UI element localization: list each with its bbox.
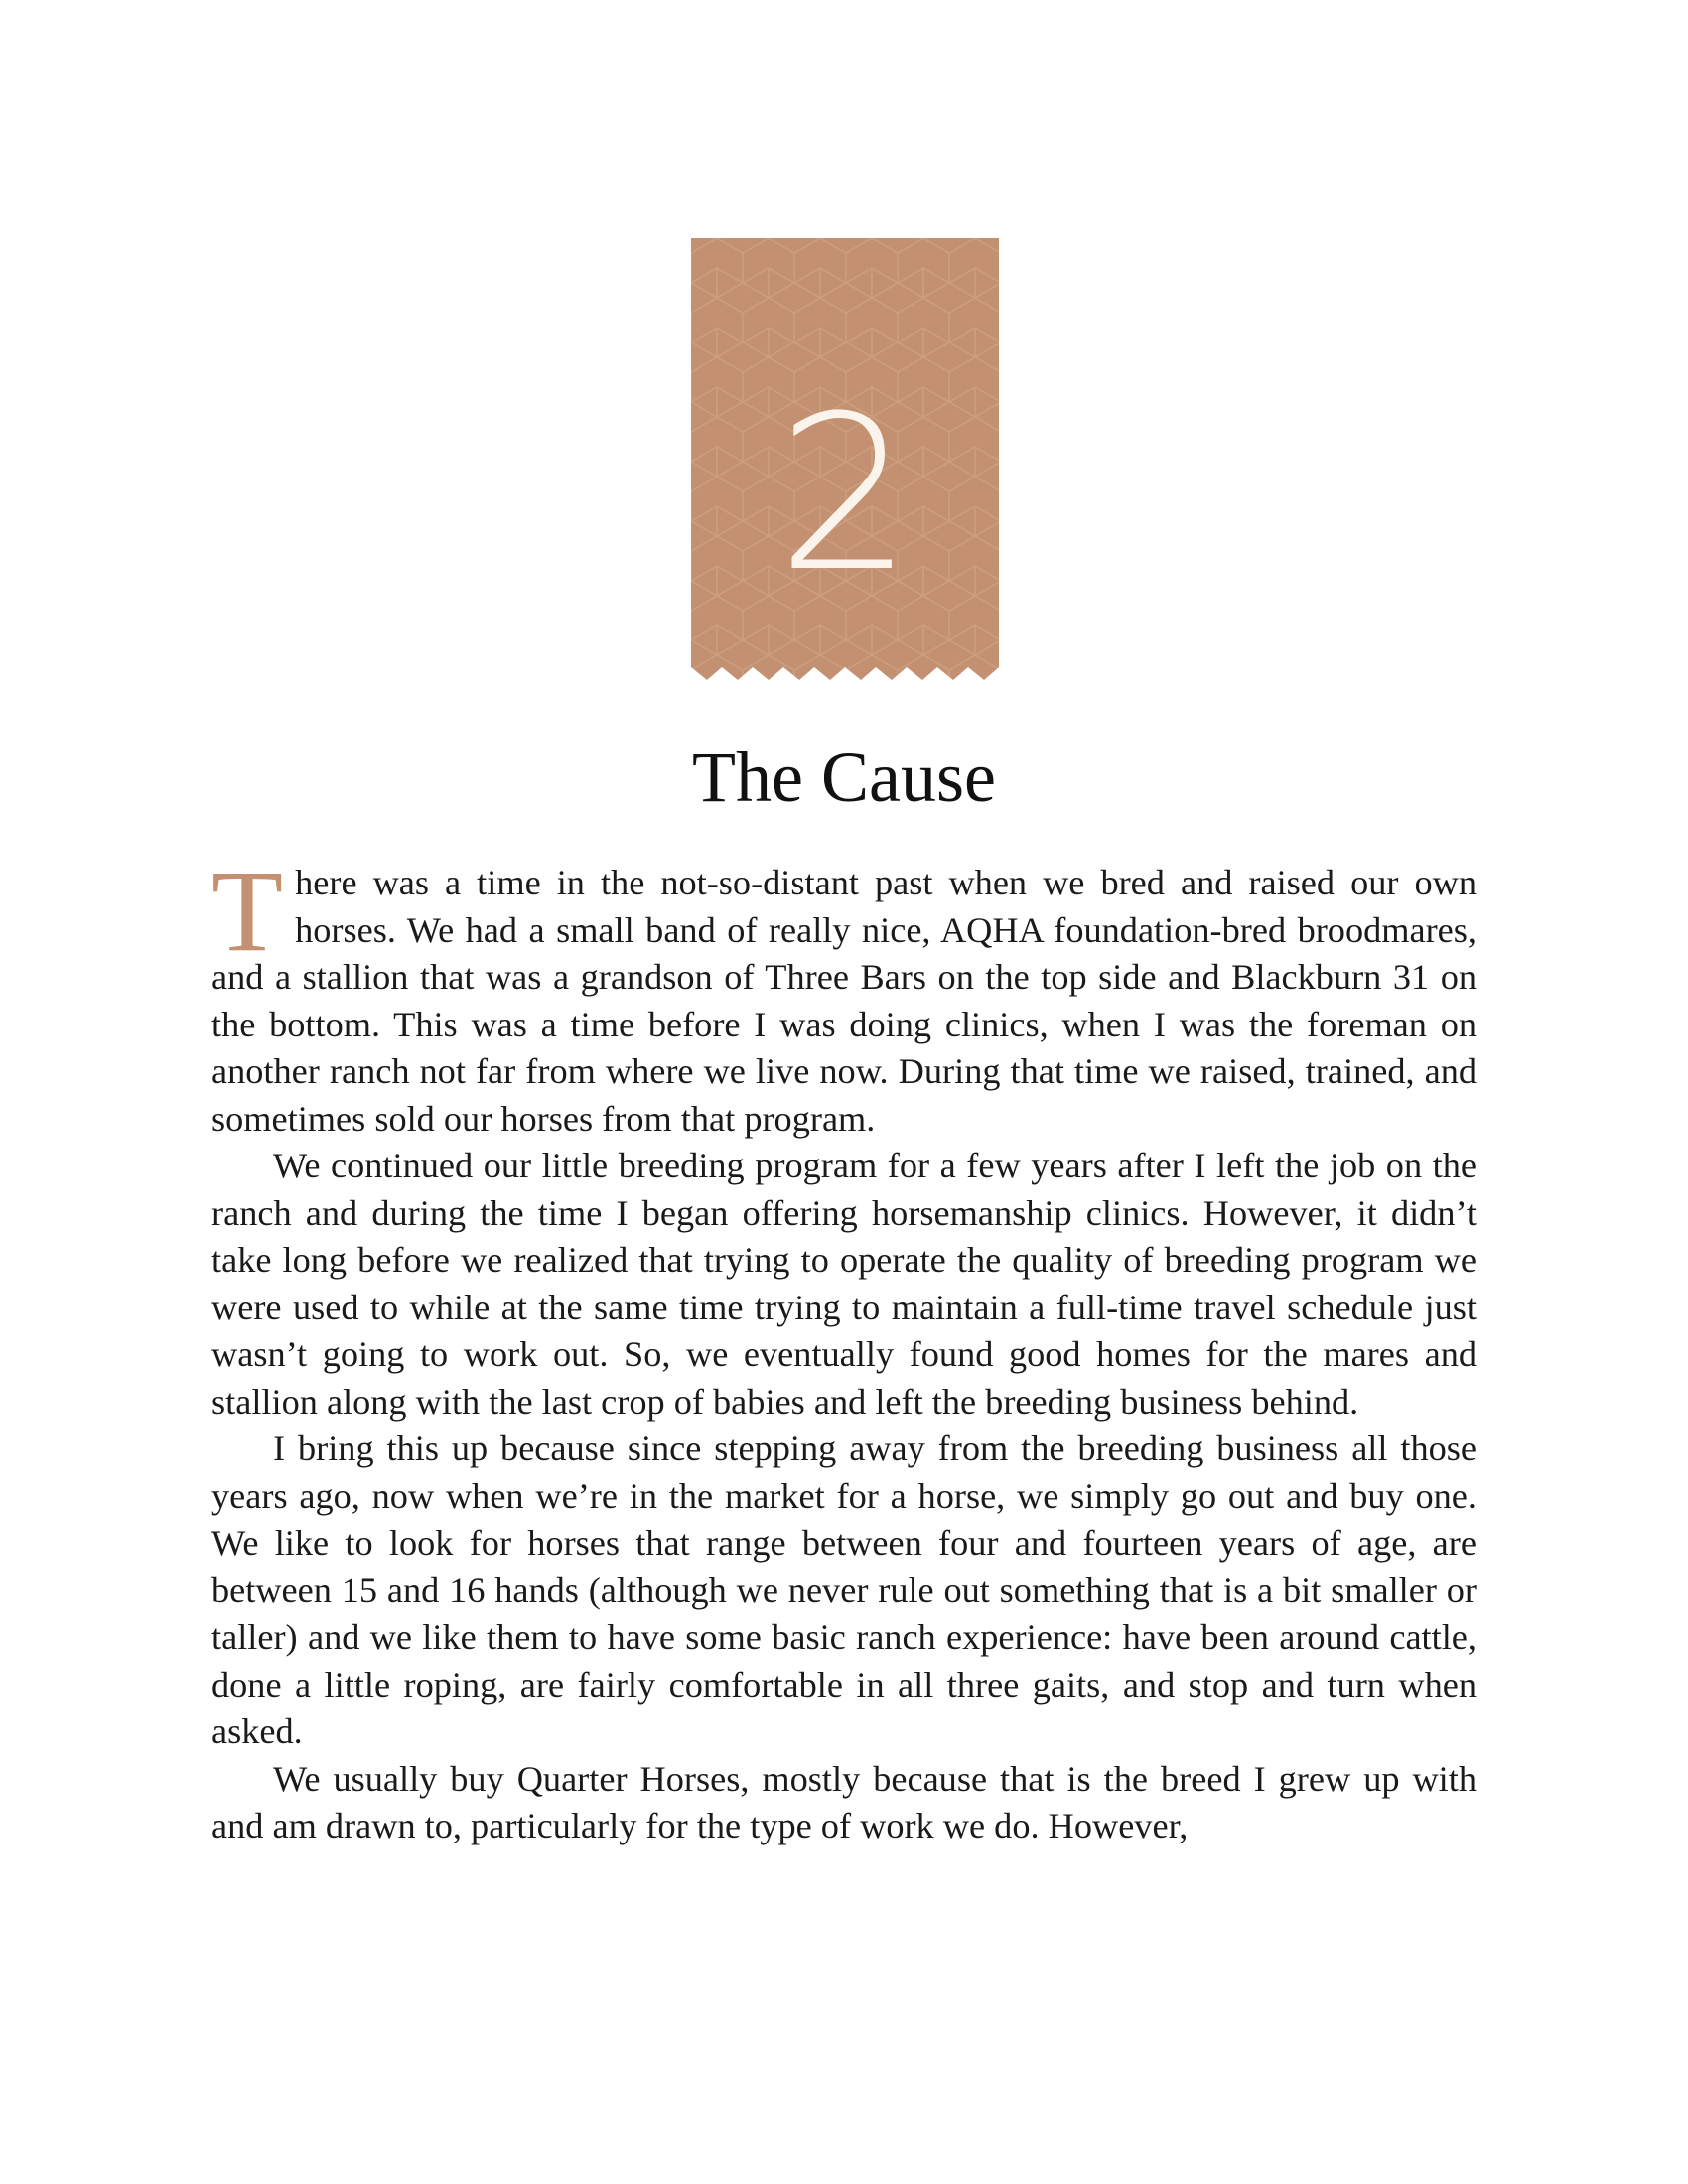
drop-cap: T: [211, 846, 284, 976]
chapter-number: 2: [776, 369, 914, 618]
paragraph-4: We usually buy Quarter Horses, mostly because that is the breed I grew up with and am drawn to, particularly for the type of work we do. However,: [211, 1758, 1477, 1845]
chapter-body: [211, 846, 1477, 1850]
chapter-title: The Cause: [692, 738, 996, 817]
paragraph-1: [211, 846, 1477, 1143]
paragraph-2: We continued our little breeding program for a few years after I left the job on the ranch and during the time I began offering horsemanship clinics. However, it didn’t take long before we realized that trying to operate the quality of breeding program we were used to while at the same time trying to maintain a full-time travel schedule just wasn’t going to work out. So, we eventually found good homes for the mares and stallion along with the last crop of babies and left the breeding business behind.: [211, 1146, 1477, 1422]
paragraph-1-text: here was a time in the not-so-distant past when we bred and raised our own horses. We had a small band of really nice, AQHA foundation-bred broodmares, and a stallion that was a grandson of Three Bars on the top side and Blackburn 31 on the bottom. This was a time before I was doing clinics, when I was the foreman on another ranch not far from where we live now. During that time we raised, trained, and sometimes sold our horses from that program.: [211, 863, 1477, 1139]
paragraph-3: I bring this up because since stepping away from the breeding business all those years ago, now when we’re in the market for a horse, we simply go out and buy one. We like to look for horses that range between four and fourteen years of age, are between 15 and 16 hands (although we never rule out something that is a bit smaller or taller) and we like them to have some basic ranch experience: have been around cattle, done a little roping, are fairly comfortable in all three gaits, and stop and turn when asked.: [211, 1429, 1477, 1751]
chapter-banner: [691, 238, 999, 680]
